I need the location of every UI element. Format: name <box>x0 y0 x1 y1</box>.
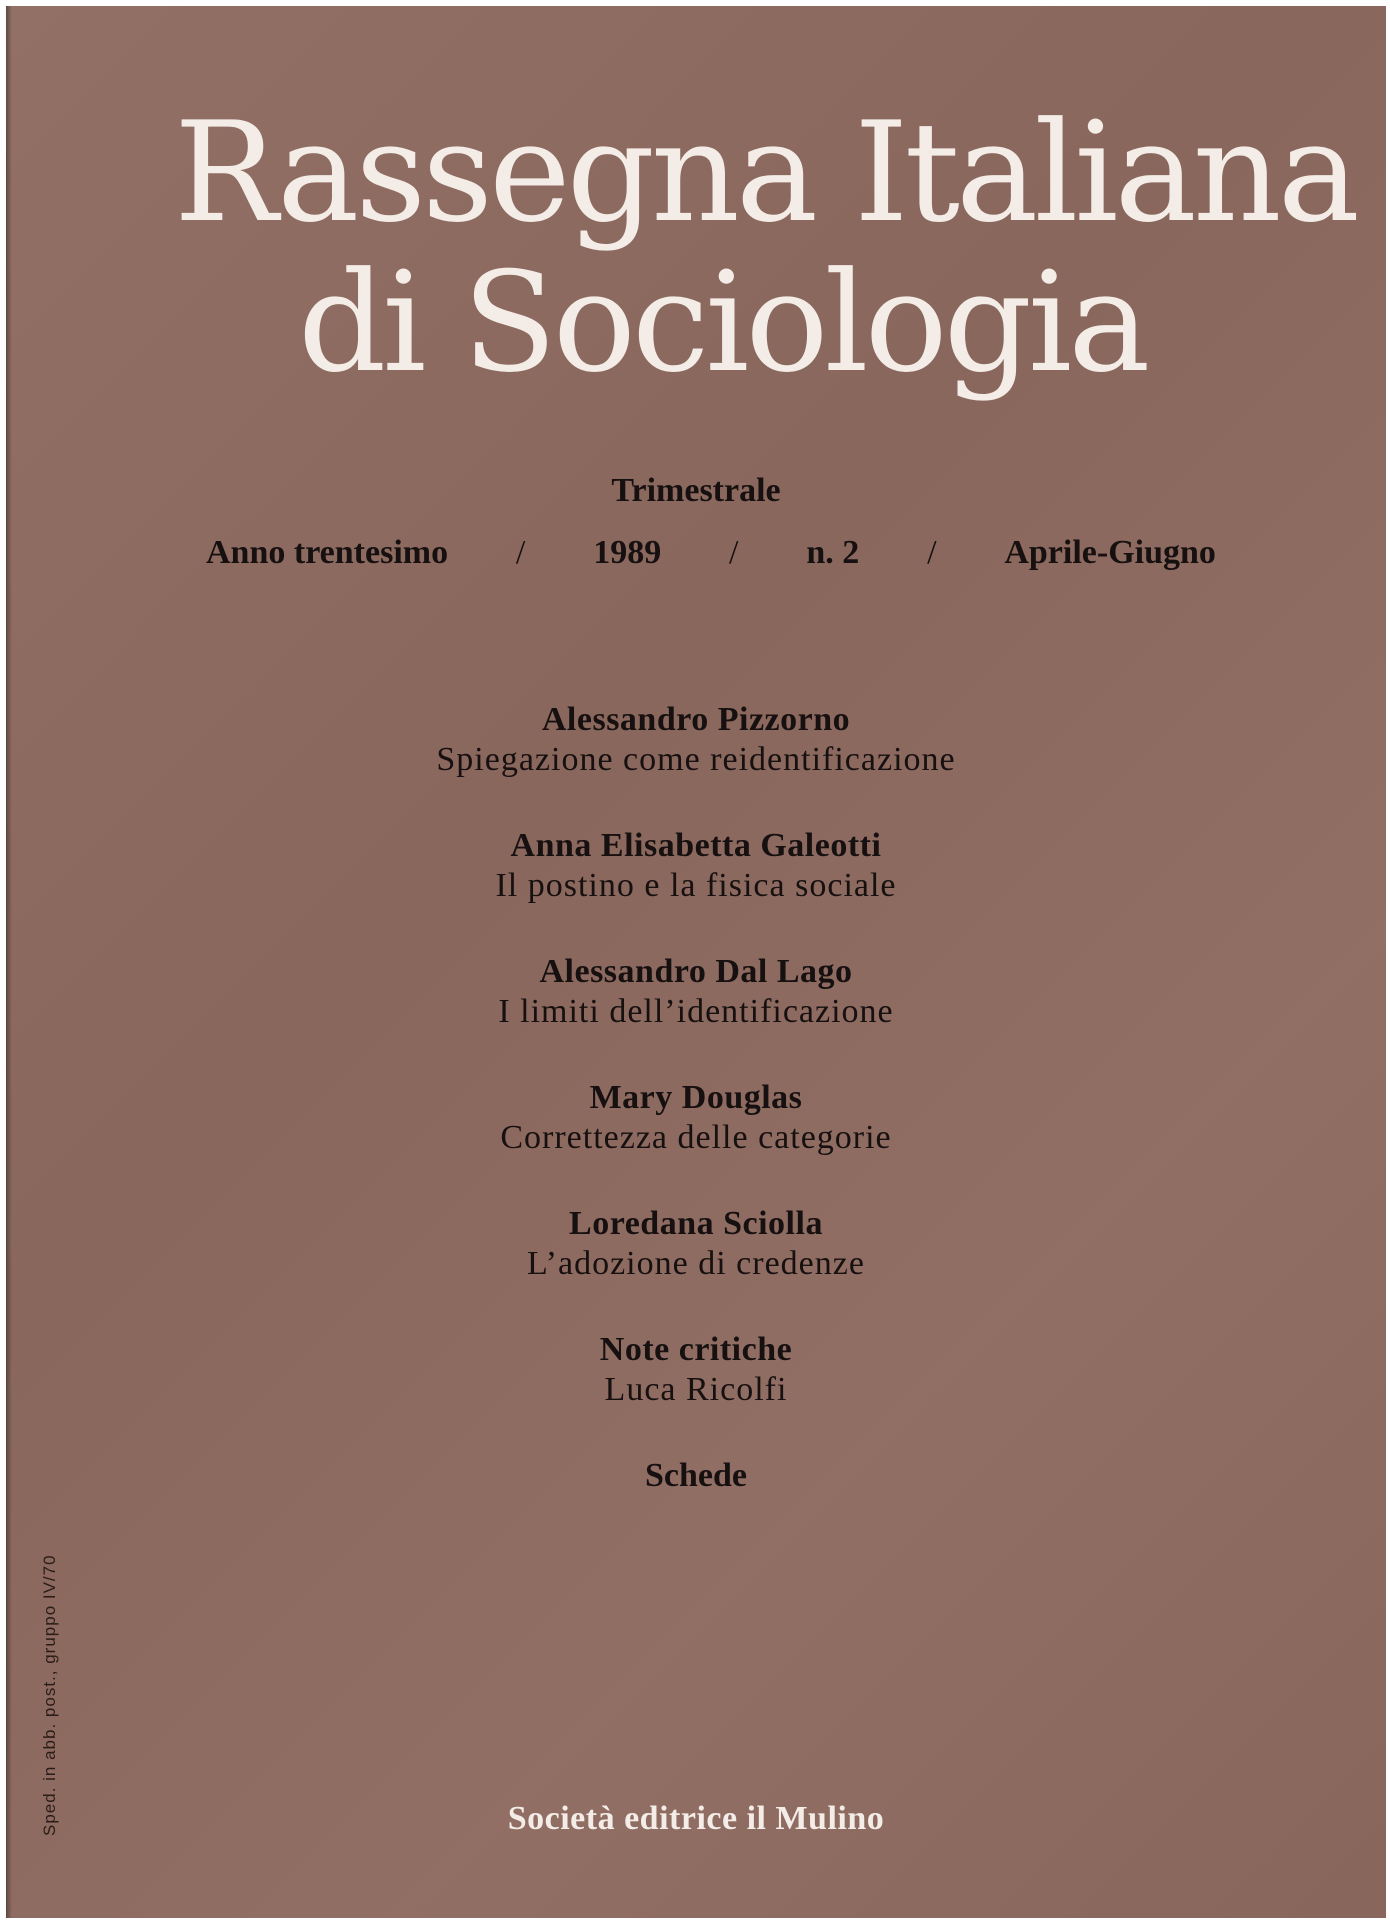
entry-author: Loredana Sciolla <box>569 1205 823 1242</box>
entry-author-name: Luca Ricolfi <box>604 1371 788 1408</box>
issue-number: n. 2 <box>806 534 860 571</box>
periodicity: Trimestrale <box>611 472 781 509</box>
contents-entry <box>6 700 1386 826</box>
issue-year: 1989 <box>593 534 662 571</box>
issue-separator: / <box>927 534 937 571</box>
journal-title-line-1: Rassegna Italiana <box>174 92 1356 253</box>
contents-entry <box>6 1330 1386 1456</box>
contents-entry <box>6 1078 1386 1204</box>
entry-title: Il postino e la fisica sociale <box>495 867 897 904</box>
entry-author: Anna Elisabetta Galeotti <box>510 827 882 864</box>
schede-heading: Schede <box>645 1457 747 1494</box>
entry-title: I limiti dell’identificazione <box>498 993 894 1030</box>
postal-note: Sped. in abb. post., gruppo IV/70 <box>40 1554 59 1836</box>
issue-volume: Anno trentesimo <box>206 534 449 571</box>
entry-section-heading: Note critiche <box>599 1331 793 1368</box>
entry-title: L’adozione di credenze <box>527 1245 865 1282</box>
issue-separator: / <box>515 534 526 571</box>
entry-author: Mary Douglas <box>589 1079 803 1116</box>
journal-title-line-2: di Sociologia <box>298 242 1147 403</box>
publisher-name: Società editrice il Mulino <box>507 1800 885 1837</box>
entry-title: Spiegazione come reidentificazione <box>436 741 956 778</box>
contents-entry <box>6 1204 1386 1330</box>
journal-cover <box>6 6 1386 1918</box>
contents-entry <box>6 826 1386 952</box>
table-of-contents <box>6 700 1386 1496</box>
entry-author: Alessandro Dal Lago <box>539 953 853 990</box>
issue-separator: / <box>729 534 739 571</box>
contents-entry <box>6 952 1386 1078</box>
issue-info <box>206 534 1216 572</box>
entry-title: Correttezza delle categorie <box>500 1119 892 1156</box>
entry-author: Alessandro Pizzorno <box>541 701 851 738</box>
issue-period: Aprile-Giugno <box>1004 534 1216 571</box>
